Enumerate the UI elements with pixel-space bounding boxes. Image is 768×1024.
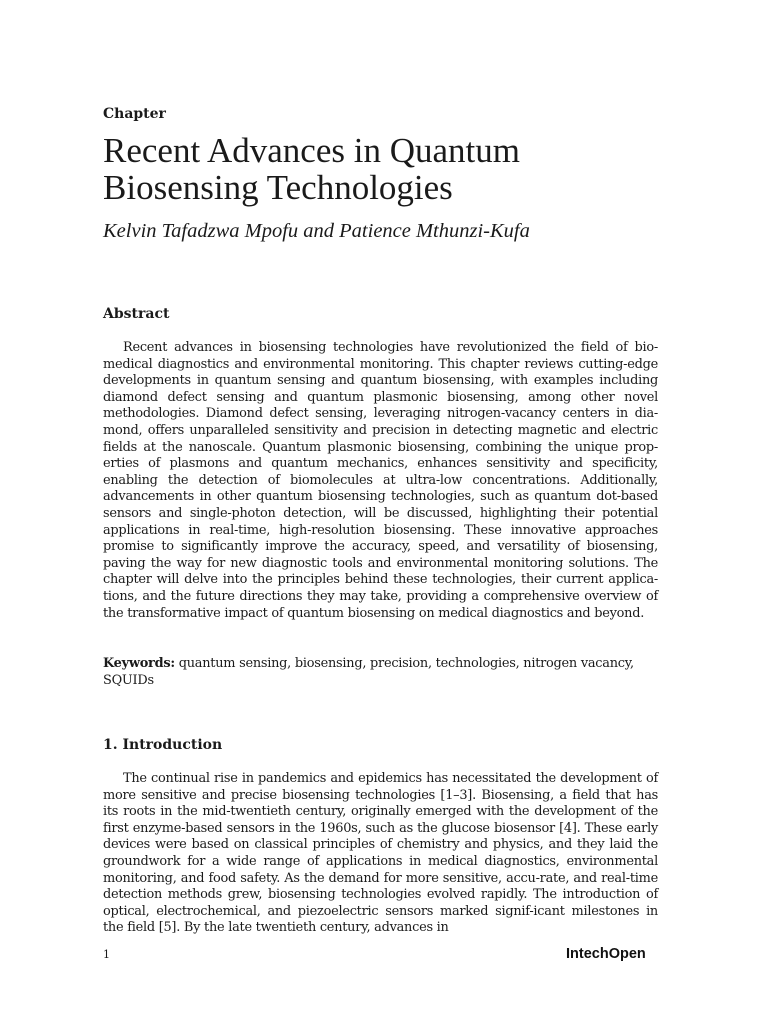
publisher-logo: IntechOpen <box>566 946 646 962</box>
introduction-text: The continual rise in pandemics and epidemics has necessitated the development of more sensitive and precise biosensing technologies [1–3]. Biosensing, a field that has its roots in the mid-twentieth century, originally emerged with the development of the first enzyme-based sensors in the 1960s, such as the glucose biosensor [4]. These early devices were based on classical principles of chemistry and physics, and they laid the groundwork for a wide range of applications in medical diagnostics, environmental monitoring, and food safety. As the demand for more sensitive, accu-rate, and real-time detection methods grew, biosensing technologies evolved rapidly. The introduction of optical, electrochemical, and piezoelectric sensors marked signif-icant milestones in the field [5]. By the late twentieth century, advances in <box>103 771 658 936</box>
keywords-text: quantum sensing, biosensing, precision, technologies, nitrogen vacancy, SQUIDs <box>103 656 634 688</box>
introduction-heading: 1. Introduction <box>103 737 223 753</box>
abstract-heading: Abstract <box>103 306 170 322</box>
page-number: 1 <box>103 948 110 961</box>
chapter-label: Chapter <box>103 106 166 122</box>
chapter-title: Recent Advances in Quantum Biosensing Technologies <box>103 131 520 207</box>
keywords-label: Keywords: <box>103 656 175 671</box>
abstract-text: Recent advances in biosensing technologies have revolutionized the field of bio-medical diagnostics and environmental monitoring. This chapter reviews cutting-edge developments in quantum sensing and quantum biosensing, with examples including diamond defect sensing and quantum plasmonic biosensing, among other novel methodologies. Diamond defect sensing, leveraging nitrogen-vacancy centers in dia-mond, offers unparalleled sensitivity and precision in detecting magnetic and electric fields at the nanoscale. Quantum plasmonic biosensing, combining the unique prop-erties of plasmons and quantum mechanics, enhances sensitivity and specificity, enabling the detection of biomolecules at ultra-low concentrations. Additionally, advancements in other quantum biosensing technologies, such as quantum dot-based sensors and single-photon detection, will be discussed, highlighting their potential applications in real-time, high-resolution biosensing. These innovative approaches promise to significantly improve the accuracy, speed, and versatility of biosensing, paving the way for new diagnostic tools and environmental monitoring solutions. The chapter will delve into the principles behind these technologies, their current applica-tions, and the future directions they may take, providing a comprehensive overview of the transformative impact of quantum biosensing on medical diagnostics and beyond. <box>103 340 658 621</box>
authors: Kelvin Tafadzwa Mpofu and Patience Mthunzi-Kufa <box>103 220 530 242</box>
keywords <box>103 656 658 689</box>
